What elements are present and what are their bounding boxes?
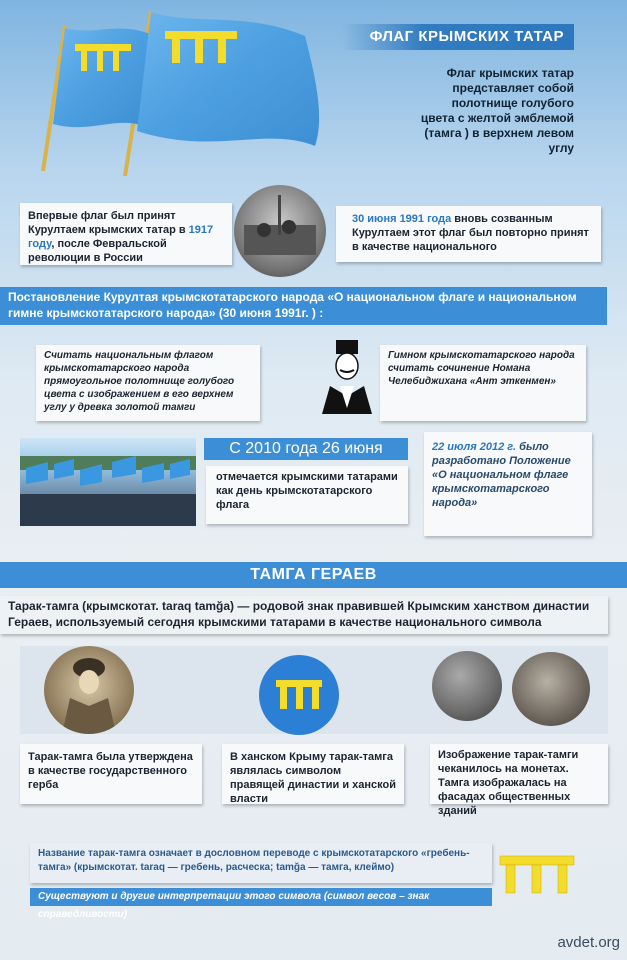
other-interpretations: Существуют и другие интерпретации этого символа (символ весов – знак справедливости) (30, 888, 492, 906)
tamga-coat-of-arms-card: Тарак-тамга была утверждена в качестве государственного герба (20, 744, 202, 804)
tamga-section-title: ТАМГА ГЕРАЕВ (0, 562, 627, 588)
flag-description: Флаг крымских татар представляет собой полотнище голубого цвета с желтой эмблемой (тамга ) в верхнем левом углу (420, 66, 574, 155)
flag-day-card: отмечается крымскими татарами как день крымскотатарского флага (206, 466, 408, 524)
history-1991-card: 30 июня 1991 года вновь созванным Курултаем этот флаг был повторно принят в качестве национального (336, 206, 601, 262)
tamga-coins-card: Изображение тарак-тамги чеканилось на монетах. Тамга изображалась на фасадах общественных зданий (430, 744, 608, 804)
history-1917-card: Впервые флаг был принят Курултаем крымских татар в 1917 году, после Февральской революции в России (20, 203, 232, 265)
footer-site: avdet.org (557, 934, 620, 951)
coin-1 (432, 651, 502, 721)
tamga-emblem-icon (258, 654, 340, 736)
resolution-banner: Постановление Курултая крымскотатарского народа «О национальном флаге и национальном гимне крымскотатарского народа» (30 июня 1991г. ) : (0, 287, 607, 325)
tamga-symbol-icon (498, 848, 578, 898)
tamga-dynasty-card: В ханском Крыму тарак-тамга являлась символом правящей династии и ханской власти (222, 744, 404, 804)
chelebijihan-portrait (318, 338, 376, 414)
regulation-card: 22 июля 2012 г. было разработано Положение «О национальном флаге крымскотатарского народа» (424, 432, 592, 536)
page-title: ФЛАГ КРЫМСКИХ ТАТАР (342, 24, 574, 50)
khan-portrait (44, 646, 134, 734)
rally-photo (20, 438, 196, 526)
historic-photo (234, 185, 326, 277)
tamga-intro-card: Тарак-тамга (крымскотат. taraq tamğa) — родовой знак правившей Крымским ханством династии Гераев, используемый сегодня крымскими татарами в качестве национального символа (0, 596, 608, 634)
name-meaning-card: Название тарак-тамга означает в дословном переводе с крымскотатарского «гребень-тамга» (крымскотат. taraq — гребень, расческа; tamğa — тамга, клеймо) (30, 843, 492, 883)
flag-illustration (25, 6, 325, 181)
flag-day-date: С 2010 года 26 июня (204, 438, 408, 460)
coin-2 (512, 652, 590, 726)
flag-resolution-card: Считать национальным флагом крымскотатарского народа прямоугольное полотнище голубого цвета с изображением в его верхнем углу у древка золотой тамги (36, 345, 260, 421)
anthem-resolution-card: Гимном крымскотатарского народа считать сочинение Номана Челебиджихана «Ант эткенмен» (380, 345, 586, 421)
